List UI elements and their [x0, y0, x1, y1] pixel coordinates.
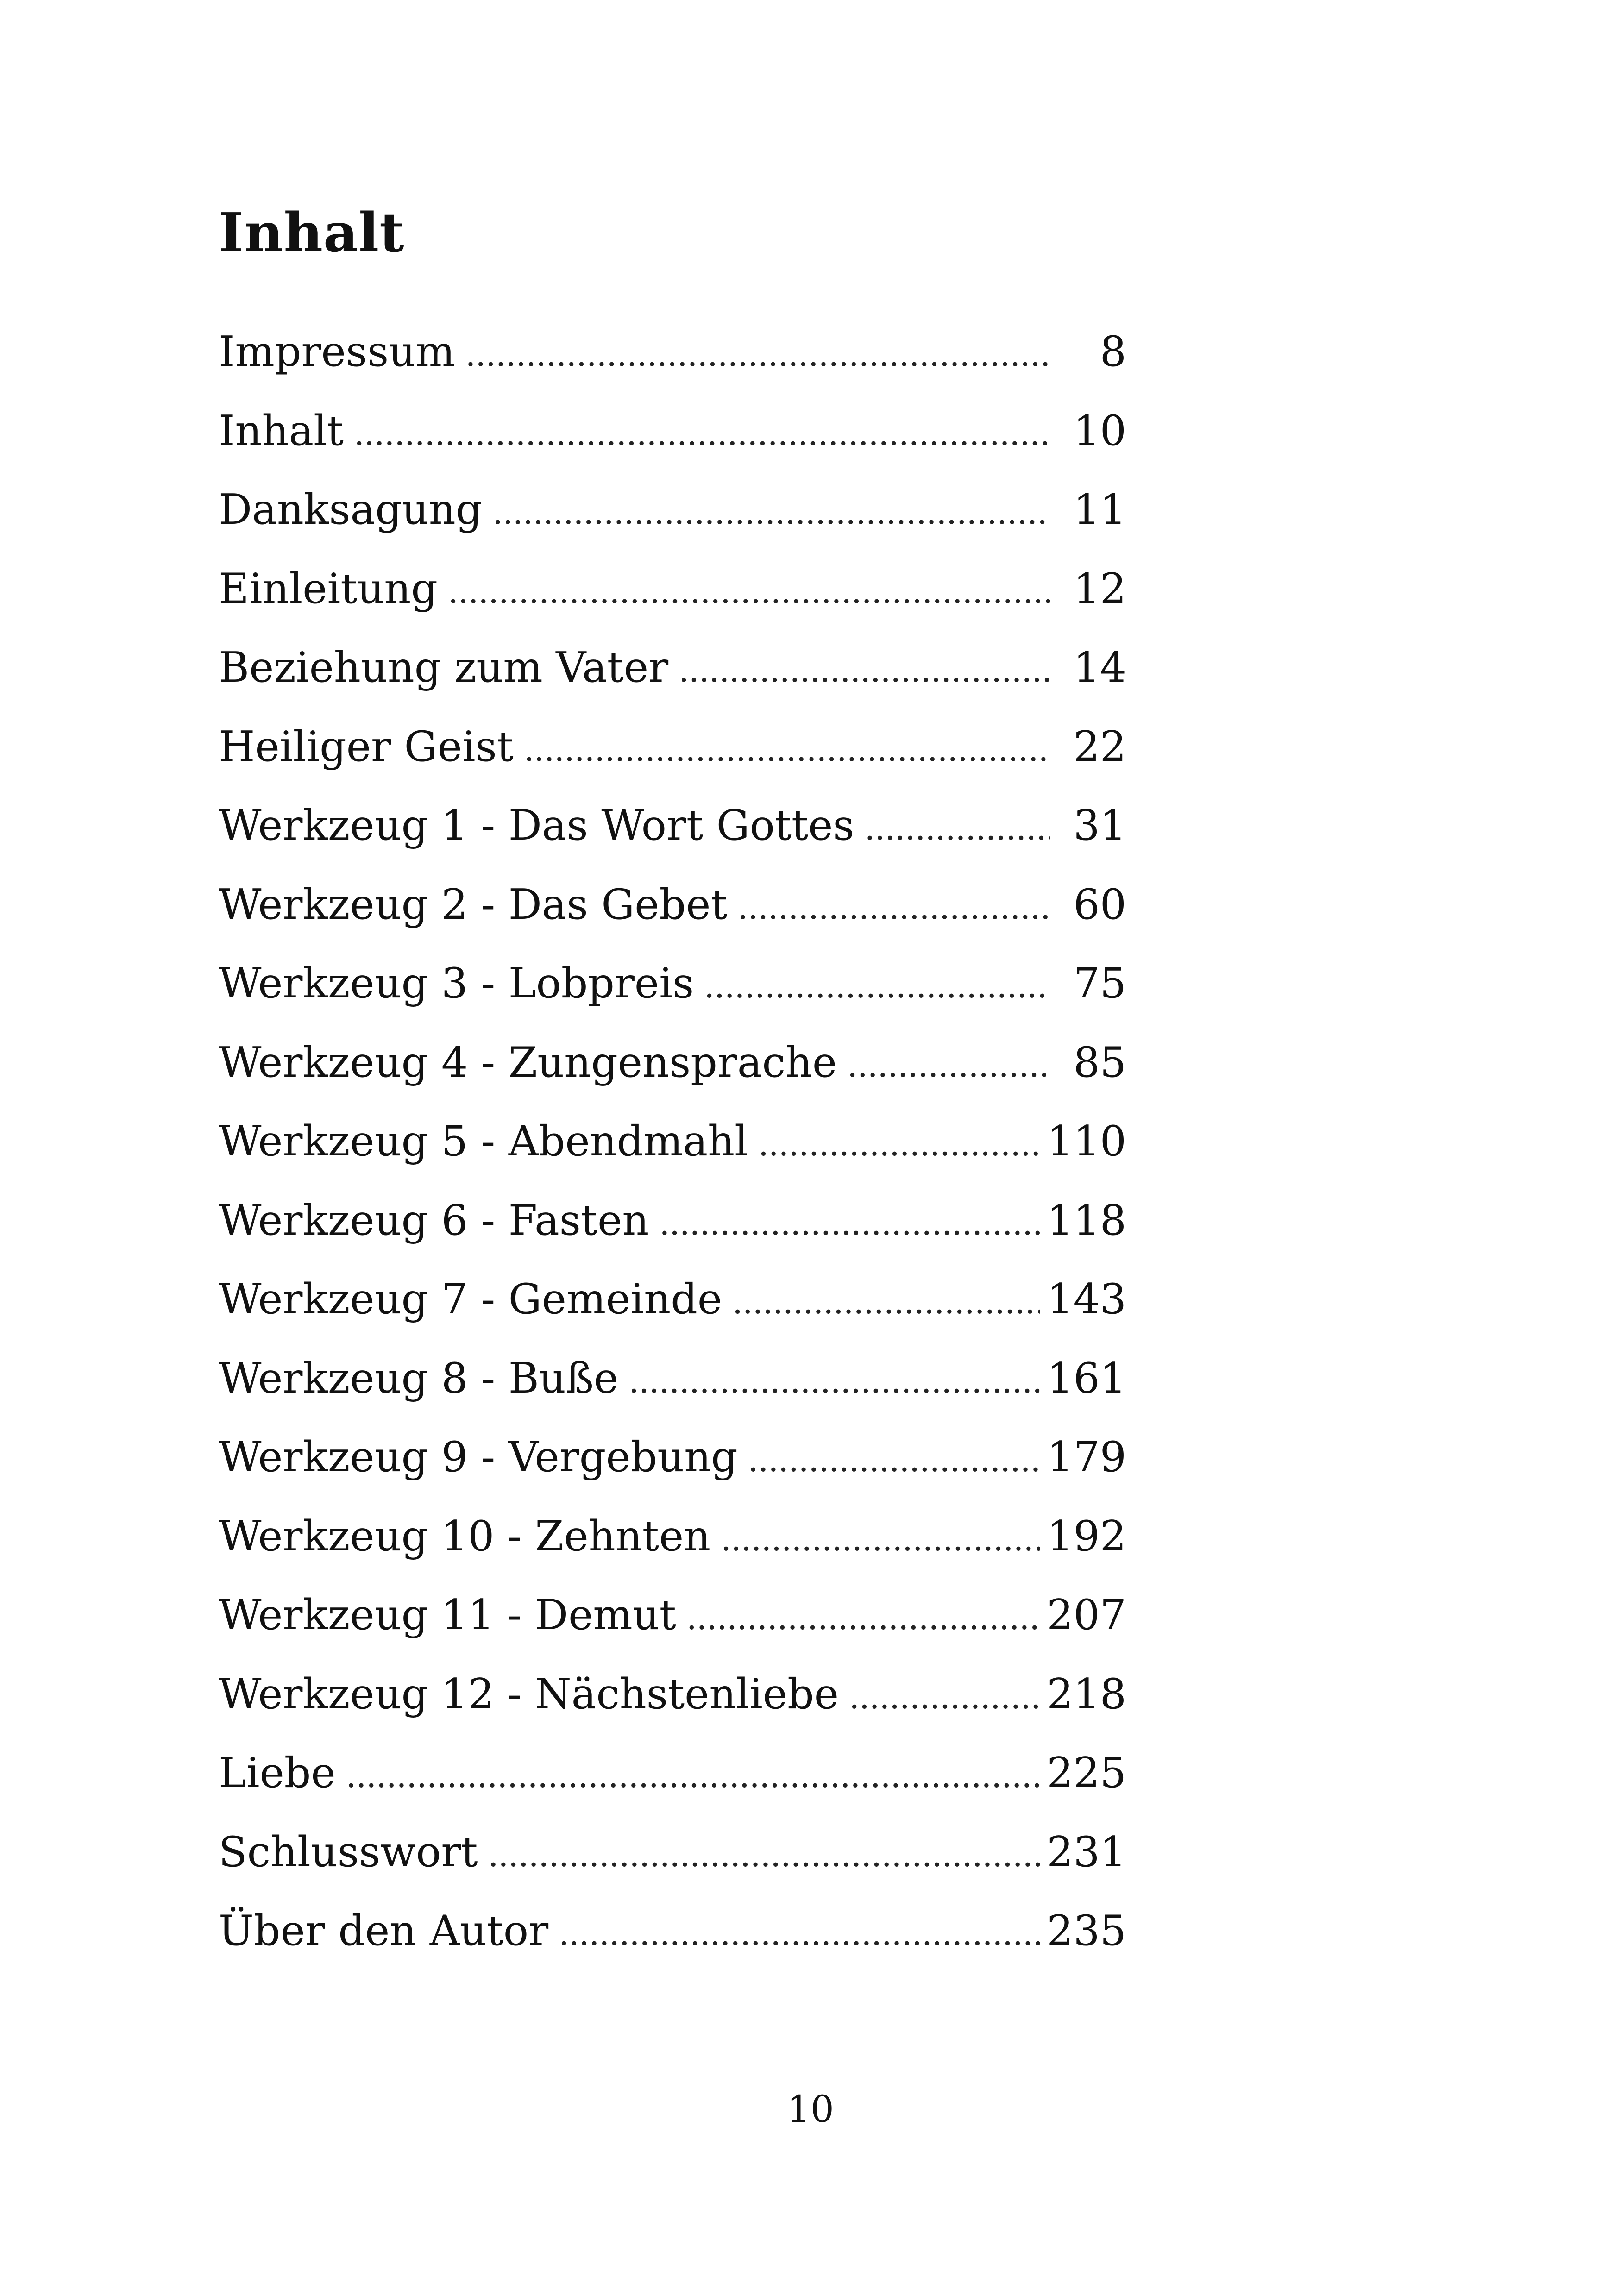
toc-entry-label: Werkzeug 5 - Abendmahl — [219, 1117, 748, 1166]
table-of-contents — [219, 327, 1126, 1989]
toc-entry-page: 218 — [1047, 1669, 1126, 1719]
toc-entry-label: Beziehung zum Vater — [219, 643, 669, 692]
toc-entry-label: Werkzeug 1 - Das Wort Gottes — [219, 801, 854, 850]
toc-entry-label: Werkzeug 12 - Nächstenliebe — [219, 1669, 839, 1719]
toc-entry[interactable] — [219, 327, 1126, 410]
toc-dot-leader — [865, 805, 1050, 847]
toc-dot-leader — [659, 1200, 1040, 1242]
toc-entry-page: 10 — [1073, 406, 1126, 455]
toc-entry-label: Liebe — [219, 1749, 336, 1797]
toc-entry-page: 110 — [1047, 1117, 1126, 1166]
toc-entry-page: 225 — [1047, 1749, 1126, 1797]
toc-entry[interactable] — [219, 564, 1126, 647]
toc-entry[interactable] — [219, 1275, 1126, 1358]
toc-entry-label: Impressum — [219, 327, 455, 376]
toc-dot-leader — [465, 331, 1050, 373]
toc-dot-leader — [738, 884, 1050, 926]
toc-entry[interactable] — [219, 1907, 1126, 1989]
toc-entry-page: 85 — [1073, 1038, 1126, 1087]
toc-dot-leader — [448, 568, 1050, 610]
toc-entry-page: 161 — [1047, 1354, 1126, 1403]
toc-entry-page: 11 — [1073, 485, 1126, 534]
toc-entry-label: Werkzeug 9 - Vergebung — [219, 1433, 738, 1481]
toc-entry[interactable] — [219, 485, 1126, 568]
toc-dot-leader — [704, 963, 1050, 1004]
toc-dot-leader — [758, 1121, 1040, 1162]
toc-entry-page: 14 — [1073, 643, 1126, 692]
toc-entry-label: Werkzeug 6 - Fasten — [219, 1196, 649, 1245]
toc-entry-page: 231 — [1047, 1827, 1126, 1876]
toc-dot-leader — [628, 1358, 1040, 1399]
toc-entry-label: Werkzeug 4 - Zungensprache — [219, 1038, 837, 1087]
toc-entry[interactable] — [219, 1354, 1126, 1437]
toc-entry-page: 8 — [1100, 327, 1126, 376]
toc-entry-page: 60 — [1073, 880, 1126, 929]
toc-dot-leader — [559, 1910, 1040, 1952]
toc-entry-label: Inhalt — [219, 406, 344, 455]
toc-entry[interactable] — [219, 643, 1126, 726]
toc-dot-leader — [686, 1594, 1040, 1636]
toc-dot-leader — [748, 1437, 1040, 1478]
toc-entry-page: 207 — [1047, 1591, 1126, 1639]
toc-entry[interactable] — [219, 406, 1126, 489]
toc-entry-page: 179 — [1047, 1433, 1126, 1481]
toc-entry[interactable] — [219, 1512, 1126, 1595]
toc-entry[interactable] — [219, 1117, 1126, 1200]
page-title: Inhalt — [219, 201, 405, 264]
toc-entry-label: Werkzeug 11 - Demut — [219, 1591, 676, 1639]
toc-entry-page: 31 — [1073, 801, 1126, 850]
toc-entry-page: 75 — [1073, 959, 1126, 1008]
toc-dot-leader — [354, 410, 1050, 452]
toc-dot-leader — [732, 1279, 1040, 1320]
toc-dot-leader — [524, 726, 1050, 768]
toc-dot-leader — [346, 1752, 1041, 1794]
toc-entry-page: 118 — [1047, 1196, 1126, 1245]
toc-dot-leader — [492, 489, 1050, 531]
toc-dot-leader — [488, 1832, 1041, 1873]
toc-entry-page: 143 — [1047, 1275, 1126, 1324]
toc-entry-label: Einleitung — [219, 564, 438, 613]
toc-dot-leader — [849, 1674, 1040, 1715]
toc-entry-page: 12 — [1073, 564, 1126, 613]
toc-entry[interactable] — [219, 959, 1126, 1042]
toc-entry-label: Über den Autor — [219, 1907, 549, 1955]
toc-entry-label: Werkzeug 8 - Buße — [219, 1354, 619, 1403]
toc-entry[interactable] — [219, 1038, 1126, 1121]
toc-entry-label: Werkzeug 10 - Zehnten — [219, 1512, 711, 1561]
toc-entry[interactable] — [219, 1669, 1126, 1753]
toc-entry[interactable] — [219, 1433, 1126, 1516]
toc-entry[interactable] — [219, 1827, 1126, 1911]
toc-entry[interactable] — [219, 1591, 1126, 1674]
toc-entry-page: 22 — [1073, 722, 1126, 771]
toc-entry[interactable] — [219, 801, 1126, 884]
toc-dot-leader — [847, 1042, 1050, 1084]
toc-entry[interactable] — [219, 722, 1126, 805]
toc-entry-page: 192 — [1047, 1512, 1126, 1561]
toc-entry[interactable] — [219, 1749, 1126, 1832]
toc-entry[interactable] — [219, 1196, 1126, 1279]
toc-entry-label: Werkzeug 7 - Gemeinde — [219, 1275, 723, 1324]
toc-entry-label: Danksagung — [219, 485, 483, 534]
toc-entry-label: Werkzeug 2 - Das Gebet — [219, 880, 728, 929]
toc-entry-label: Werkzeug 3 - Lobpreis — [219, 959, 694, 1008]
toc-entry-label: Heiliger Geist — [219, 722, 514, 771]
toc-entry-label: Schlusswort — [219, 1827, 478, 1876]
toc-dot-leader — [679, 647, 1050, 689]
page-number: 10 — [787, 2088, 834, 2131]
toc-entry-page: 235 — [1047, 1907, 1126, 1955]
toc-dot-leader — [721, 1516, 1040, 1557]
toc-entry[interactable] — [219, 880, 1126, 963]
